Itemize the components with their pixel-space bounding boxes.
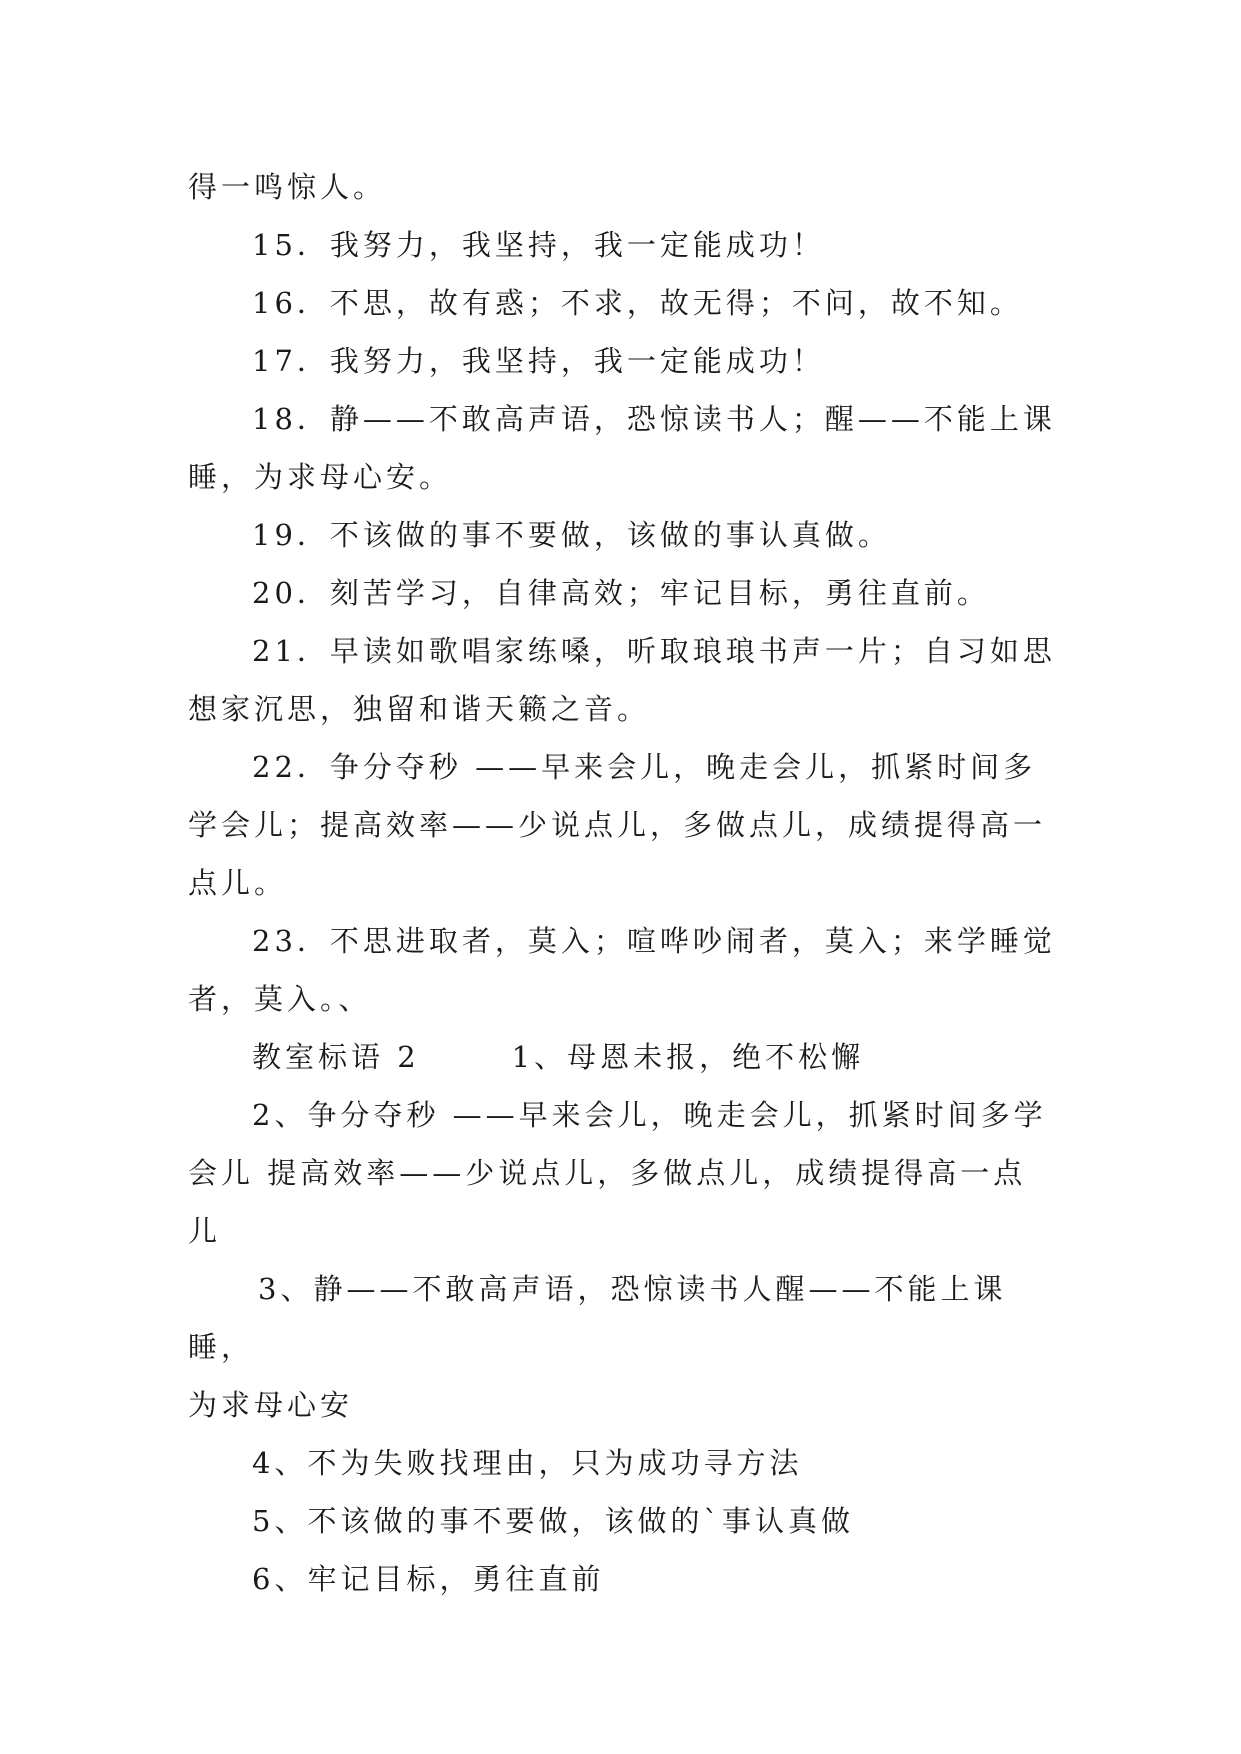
slogan-17: [188, 332, 1058, 390]
paragraph-text: 5、不该做的事不要做，该做的`事认真做: [252, 1504, 854, 1538]
slogan-18: [188, 390, 1058, 506]
paragraph-line: 23．不思进取者，莫入；喧哗吵闹者，莫入；来学睡觉: [252, 924, 1056, 958]
paragraph-line: 21．早读如歌唱家练嗓，听取琅琅书声一片；自习如思: [252, 634, 1056, 668]
paragraph-text: 6、牢记目标，勇往直前: [252, 1562, 605, 1596]
slogan-19: [188, 506, 1058, 564]
paragraph-line: 点儿。: [188, 866, 288, 900]
paragraph-line: 会儿 提高效率——少说点儿，多做点儿，成绩提得高一点: [188, 1156, 1027, 1190]
paragraph-line: 想家沉思，独留和谐天籁之音。: [188, 692, 651, 726]
paragraph-text: 16．不思，故有惑；不求，故无得；不问，故不知。: [252, 286, 1023, 320]
section-item-4: [188, 1434, 1058, 1492]
section-first-item: 1、母恩未报，绝不松懈: [511, 1040, 865, 1074]
section-heading: [188, 1028, 1058, 1086]
section-title: 教室标语 2: [252, 1040, 420, 1074]
paragraph-line: 睡，为求母心安。: [188, 460, 453, 494]
paragraph-line: 3、静——不敢高声语，恐惊读书人醒——不能上课睡，: [188, 1272, 1007, 1364]
paragraph-text: 得一鸣惊人。: [188, 170, 387, 204]
paragraph-text: 19．不该做的事不要做，该做的事认真做。: [252, 518, 891, 552]
slogan-21: [188, 622, 1058, 738]
section-item-6: [188, 1550, 1058, 1608]
paragraph-continuation: [188, 158, 1058, 216]
slogan-16: [188, 274, 1058, 332]
document-body: [188, 158, 1058, 1608]
paragraph-line: 22．争分夺秒 ——早来会儿，晚走会儿，抓紧时间多: [252, 750, 1037, 784]
slogan-20: [188, 564, 1058, 622]
paragraph-text: 17．我努力，我坚持，我一定能成功！: [252, 344, 825, 378]
paragraph-text: 4、不为失败找理由，只为成功寻方法: [252, 1446, 803, 1480]
paragraph-line: 儿: [188, 1214, 222, 1248]
paragraph-text: 15．我努力，我坚持，我一定能成功！: [252, 228, 825, 262]
slogan-23: [188, 912, 1058, 1028]
paragraph-text: 20．刻苦学习，自律高效；牢记目标，勇往直前。: [252, 576, 990, 610]
section-item-5: [188, 1492, 1058, 1550]
paragraph-line: 18．静——不敢高声语，恐惊读书人；醒——不能上课: [252, 402, 1056, 436]
paragraph-line: 学会儿；提高效率——少说点儿，多做点儿，成绩提得高一: [188, 808, 1047, 842]
slogan-15: [188, 216, 1058, 274]
paragraph-line: 者，莫入。、: [188, 982, 372, 1016]
section-item-3: [188, 1260, 1058, 1434]
slogan-22: [188, 738, 1058, 912]
paragraph-line: 为求母心安: [188, 1388, 354, 1422]
paragraph-line: 2、争分夺秒 ——早来会儿，晚走会儿，抓紧时间多学: [252, 1098, 1047, 1132]
section-item-2: [188, 1086, 1058, 1260]
